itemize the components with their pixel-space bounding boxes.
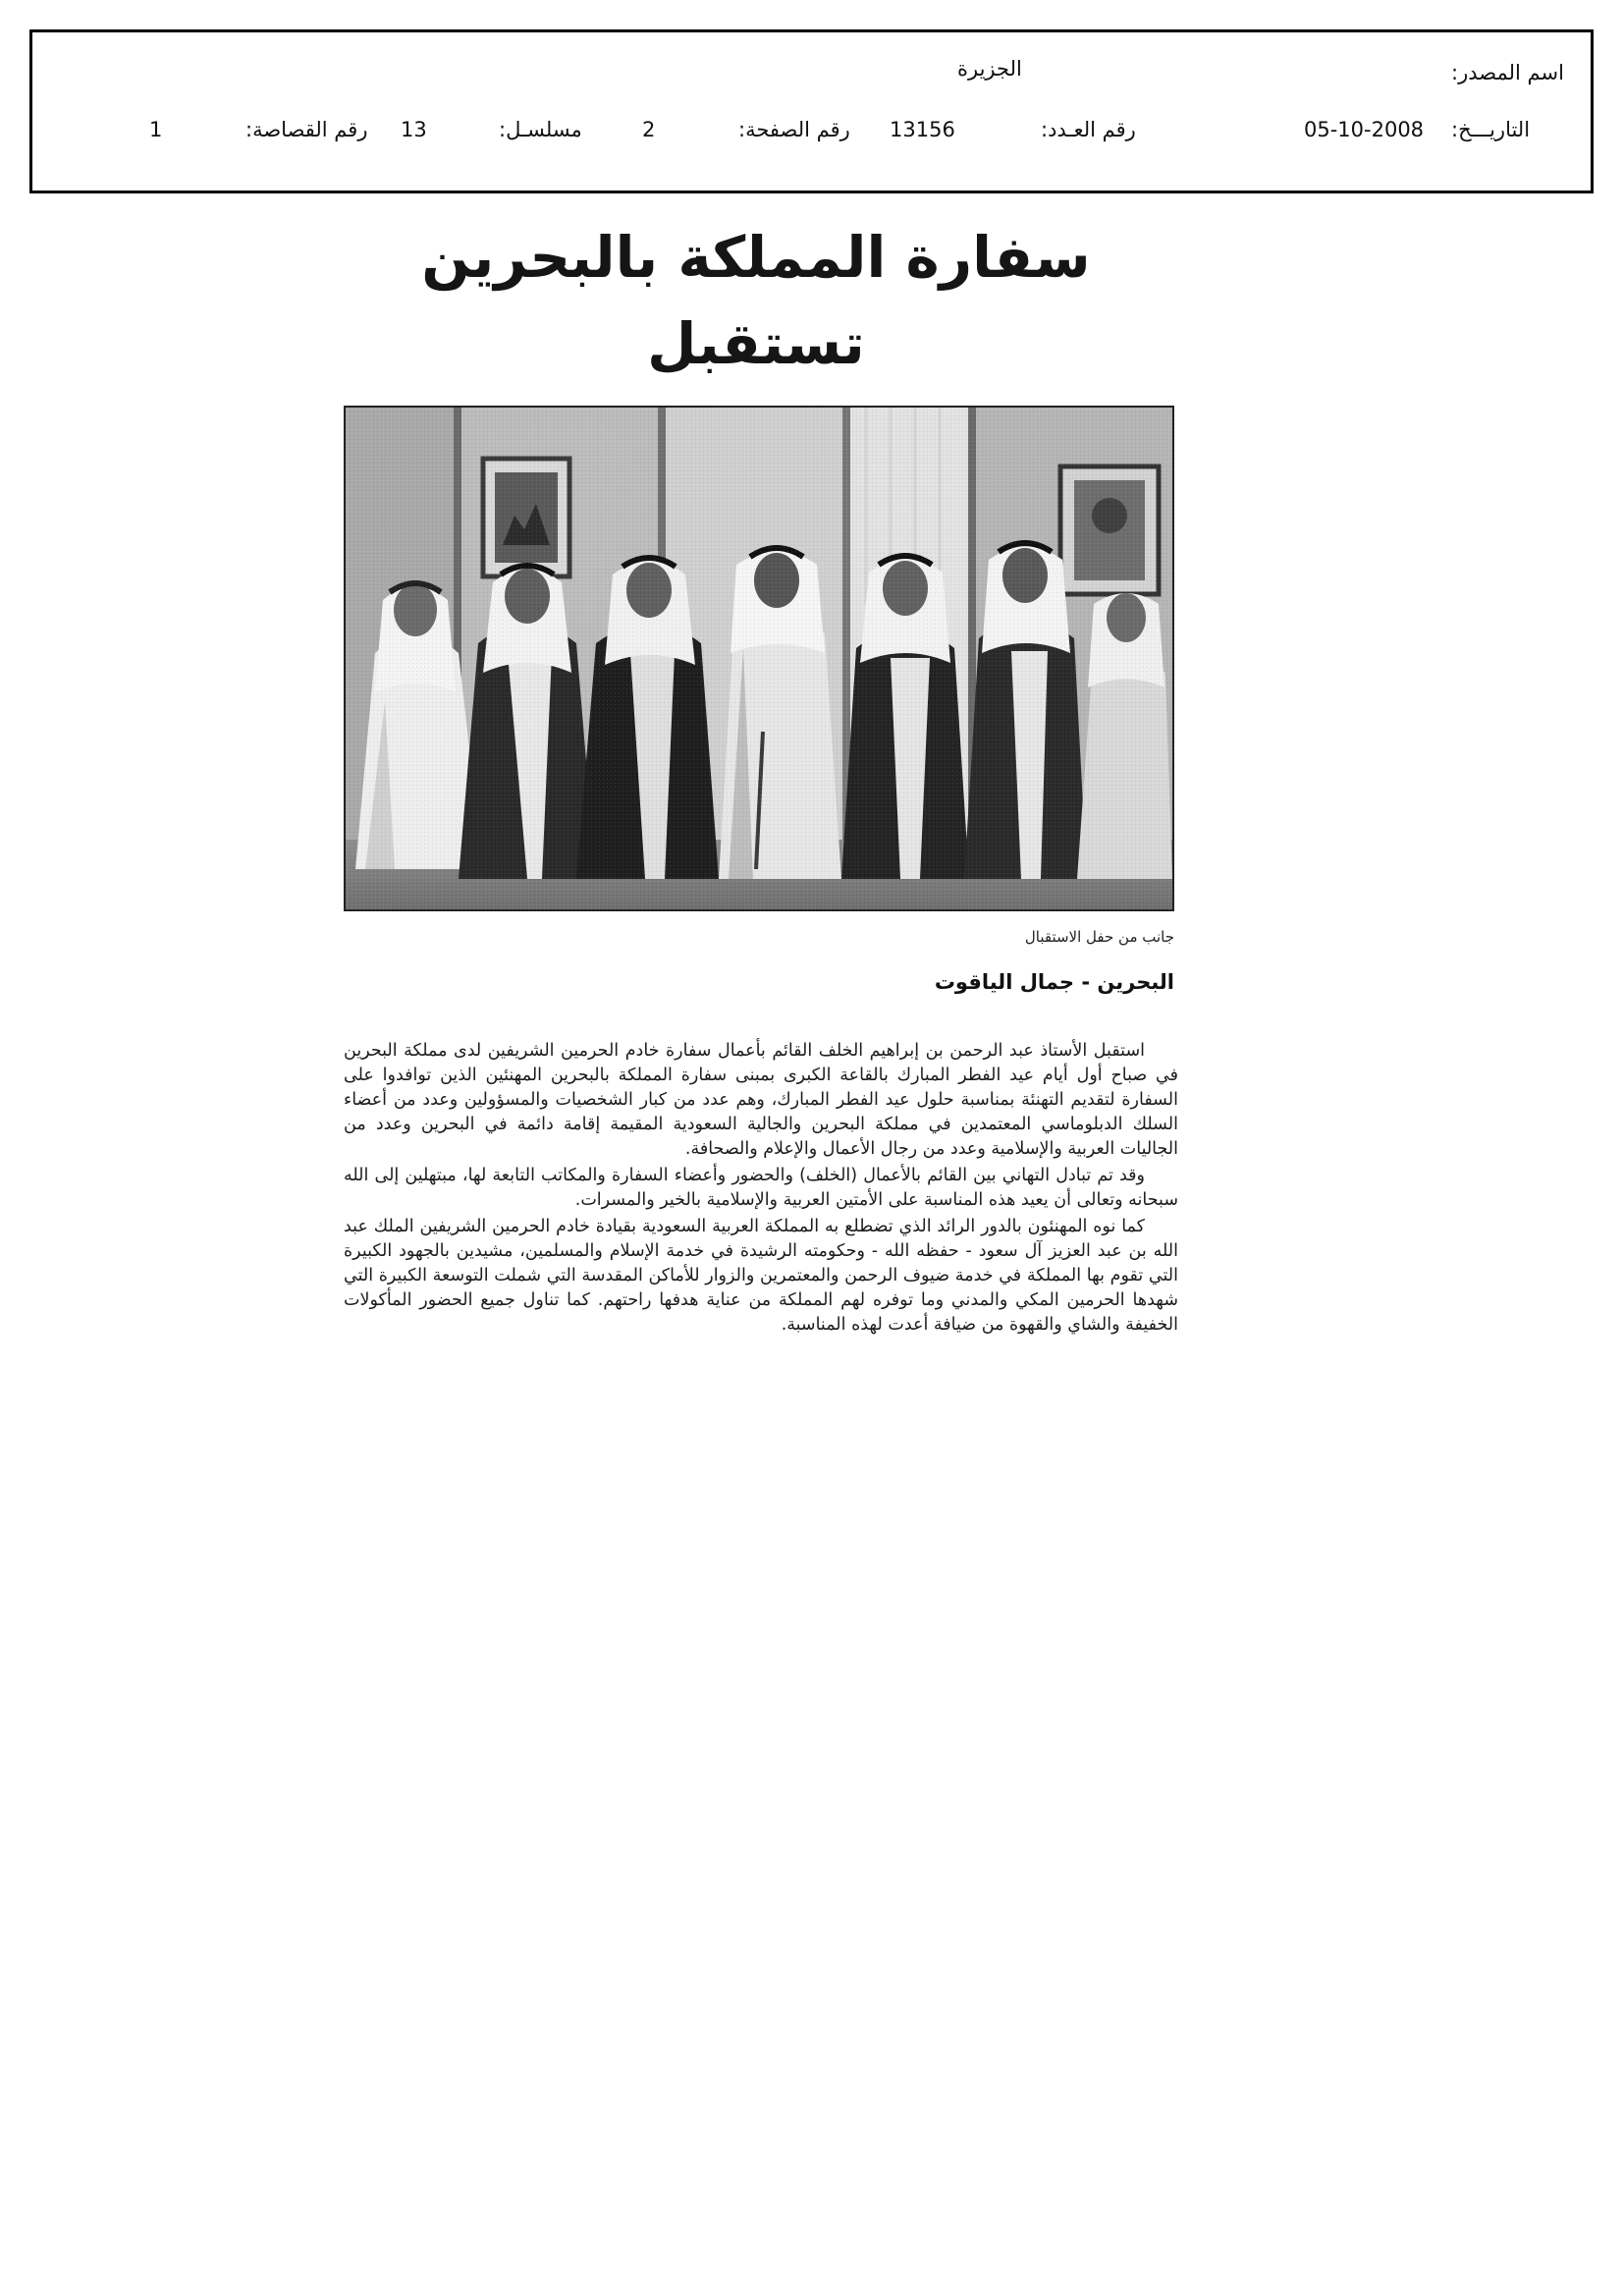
article-photo (344, 406, 1174, 911)
clipping-number-value: 1 (149, 118, 163, 141)
article-byline: البحرين - جمال الياقوت (934, 970, 1174, 994)
page-number-value: 2 (642, 118, 656, 141)
issue-number-value: 13156 (890, 118, 955, 141)
headline-line-1: سفارة المملكة بالبحرين تستقبل (421, 224, 1091, 377)
clipping-metadata-box (29, 29, 1594, 193)
serial-value: 13 (401, 118, 427, 141)
date-value: 05-10-2008 (1304, 118, 1425, 141)
date-label: التاريـــخ: (1451, 118, 1531, 141)
article-paragraph: استقبل الأستاذ عبد الرحمن بن إبراهيم الخلف القائم بأعمال سفارة خادم الحرمين الشريفين لدى مملكة البحرين في صباح أول أيام عيد الفطر المبارك بالقاعة الكبرى بمبنى سفارة المملكة بالبحرين المهنئين الذين توافدوا على السفارة لتقديم التهنئة بمناسبة حلول عيد الفطر المبارك، وهم عدد من كبار الشخصيات والمسؤولين وعدد من أعضاء السلك الدبلوماسي المعتمدين في مملكة البحرين والجالية السعودية المقيمة إقامة دائمة في البحرين وعدد من الجاليات العربية والإسلامية وعدد من رجال الأعمال والإعلام والصحافة. (344, 1041, 1178, 1159)
issue-number-label: رقم العـدد: (1041, 118, 1136, 141)
photo-caption: جانب من حفل الاستقبال (1024, 928, 1174, 946)
reception-group-photo (346, 408, 1172, 909)
article-body (344, 1039, 1178, 1339)
serial-label: مسلسـل: (499, 118, 582, 141)
article-paragraph: وقد تم تبادل التهاني بين القائم بالأعمال (الخلف) والحضور وأعضاء السفارة والمكاتب التابعة لها، مبتهلين إلى الله سبحانه وتعالى أن يعيد هذه المناسبة على الأمتين العربية والإسلامية بالخير والمسرات. (344, 1166, 1178, 1210)
source-value: الجزيرة (957, 57, 1022, 81)
clipping-number-label: رقم القصاصة: (245, 118, 368, 141)
article-paragraph: كما نوه المهنئون بالدور الرائد الذي تضطلع به المملكة العربية السعودية بقيادة خادم الحرمين الشريفين الملك عبد الله بن عبد العزيز آل سعود - حفظه الله - وحكومته الرشيدة في خدمة الإسلام والمسلمين، مشيدين بالجهود الكبيرة التي تقوم بها المملكة في خدمة ضيوف الرحمن والمعتمرين والزوار للأماكن المقدسة التي شملت التوسعة الكبيرة التي شهدها الحرمين المكي والمدني وما توفره لهم المملكة من عناية هدفها راحتهم. كما تناول جميع الحضور المأكولات الخفيفة والشاي والقهوة من ضيافة أعدت لهذه المناسبة. (344, 1217, 1178, 1335)
page-number-label: رقم الصفحة: (738, 118, 850, 141)
source-label: اسم المصدر: (1451, 61, 1564, 84)
